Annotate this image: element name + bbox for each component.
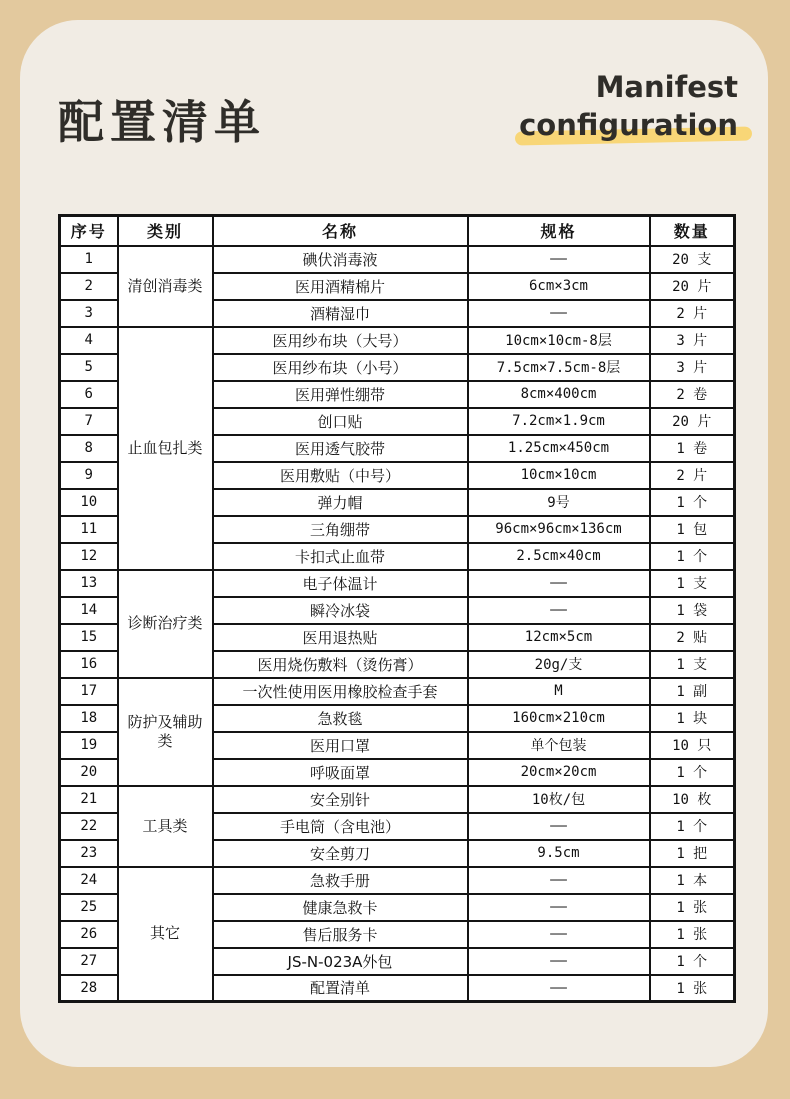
table-row <box>60 867 735 894</box>
cell-name: 手电筒（含电池） <box>213 813 468 840</box>
cell-no: 14 <box>60 597 118 624</box>
cell-name: 急救毯 <box>213 705 468 732</box>
header-cell-qty: 数量 <box>650 216 735 246</box>
cell-no: 13 <box>60 570 118 597</box>
cell-qty: 20 支 <box>650 246 735 273</box>
cell-name: 安全别针 <box>213 786 468 813</box>
english-title <box>519 68 738 144</box>
cell-name: 医用纱布块（小号） <box>213 354 468 381</box>
cell-qty: 1 副 <box>650 678 735 705</box>
cell-name: 酒精湿巾 <box>213 300 468 327</box>
cell-category: 诊断治疗类 <box>118 570 213 678</box>
cell-category: 工具类 <box>118 786 213 867</box>
cell-spec: 8cm×400cm <box>468 381 650 408</box>
cell-spec: 10cm×10cm <box>468 462 650 489</box>
cell-spec: 10cm×10cm-8层 <box>468 327 650 354</box>
cell-qty: 1 卷 <box>650 435 735 462</box>
cell-category: 止血包扎类 <box>118 327 213 570</box>
cell-spec: 1.25cm×450cm <box>468 435 650 462</box>
cell-qty: 1 袋 <box>650 597 735 624</box>
header-cell-spec: 规格 <box>468 216 650 246</box>
cell-no: 21 <box>60 786 118 813</box>
cell-spec: —— <box>468 921 650 948</box>
cell-no: 2 <box>60 273 118 300</box>
cell-spec: 9.5cm <box>468 840 650 867</box>
cell-no: 10 <box>60 489 118 516</box>
cell-name: 医用烧伤敷料（烫伤膏） <box>213 651 468 678</box>
table-row <box>60 678 735 705</box>
cell-name: 创口贴 <box>213 408 468 435</box>
header-cell-no: 序号 <box>60 216 118 246</box>
cell-category: 清创消毒类 <box>118 246 213 327</box>
cell-qty: 1 块 <box>650 705 735 732</box>
cell-qty: 2 卷 <box>650 381 735 408</box>
cell-qty: 10 枚 <box>650 786 735 813</box>
header-cell-category: 类别 <box>118 216 213 246</box>
cell-no: 9 <box>60 462 118 489</box>
cell-qty: 2 片 <box>650 300 735 327</box>
cell-no: 22 <box>60 813 118 840</box>
cell-no: 19 <box>60 732 118 759</box>
cell-no: 27 <box>60 948 118 975</box>
cell-spec: 10枚/包 <box>468 786 650 813</box>
cell-no: 25 <box>60 894 118 921</box>
cell-name: 医用酒精棉片 <box>213 273 468 300</box>
cell-qty: 1 本 <box>650 867 735 894</box>
cell-no: 28 <box>60 975 118 1002</box>
cell-no: 20 <box>60 759 118 786</box>
cell-qty: 1 把 <box>650 840 735 867</box>
cell-category: 其它 <box>118 867 213 1002</box>
cell-name: 医用纱布块（大号） <box>213 327 468 354</box>
cell-name: 三角绷带 <box>213 516 468 543</box>
cell-no: 26 <box>60 921 118 948</box>
manifest-table <box>58 214 736 1003</box>
cell-name: 健康急救卡 <box>213 894 468 921</box>
cell-name: 一次性使用医用橡胶检查手套 <box>213 678 468 705</box>
table-row <box>60 786 735 813</box>
cell-no: 5 <box>60 354 118 381</box>
cell-no: 15 <box>60 624 118 651</box>
page-header <box>58 68 738 152</box>
cell-spec: —— <box>468 867 650 894</box>
table-header-row <box>60 216 735 246</box>
cell-no: 3 <box>60 300 118 327</box>
cell-qty: 20 片 <box>650 273 735 300</box>
cell-no: 7 <box>60 408 118 435</box>
cell-qty: 3 片 <box>650 327 735 354</box>
cell-spec: —— <box>468 948 650 975</box>
cell-spec: M <box>468 678 650 705</box>
table-row <box>60 327 735 354</box>
cell-name: 卡扣式止血带 <box>213 543 468 570</box>
cell-qty: 1 支 <box>650 570 735 597</box>
cell-qty: 1 张 <box>650 894 735 921</box>
cell-spec: 9号 <box>468 489 650 516</box>
table-row <box>60 246 735 273</box>
cell-spec: 单个包装 <box>468 732 650 759</box>
cell-no: 24 <box>60 867 118 894</box>
cell-spec: 160cm×210cm <box>468 705 650 732</box>
cell-spec: —— <box>468 894 650 921</box>
cell-name: 碘伏消毒液 <box>213 246 468 273</box>
cell-name: 医用弹性绷带 <box>213 381 468 408</box>
cell-no: 11 <box>60 516 118 543</box>
cell-name: JS-N-023A外包 <box>213 948 468 975</box>
cell-no: 4 <box>60 327 118 354</box>
cell-qty: 10 只 <box>650 732 735 759</box>
cell-spec: 20g/支 <box>468 651 650 678</box>
cell-spec: 2.5cm×40cm <box>468 543 650 570</box>
cell-spec: —— <box>468 597 650 624</box>
cell-qty: 1 支 <box>650 651 735 678</box>
cell-qty: 1 张 <box>650 921 735 948</box>
cell-name: 医用口罩 <box>213 732 468 759</box>
cell-qty: 1 包 <box>650 516 735 543</box>
cell-spec: —— <box>468 246 650 273</box>
cell-name: 瞬冷冰袋 <box>213 597 468 624</box>
cell-name: 医用敷贴（中号） <box>213 462 468 489</box>
cell-qty: 1 个 <box>650 759 735 786</box>
cell-no: 17 <box>60 678 118 705</box>
cell-qty: 3 片 <box>650 354 735 381</box>
cell-spec: —— <box>468 975 650 1002</box>
header-cell-name: 名称 <box>213 216 468 246</box>
cell-no: 6 <box>60 381 118 408</box>
page-title: 配置清单 <box>58 95 266 149</box>
cell-name: 配置清单 <box>213 975 468 1002</box>
cell-no: 16 <box>60 651 118 678</box>
cell-no: 12 <box>60 543 118 570</box>
english-title-line2: configuration <box>519 106 738 144</box>
english-title-line1: Manifest <box>595 70 738 104</box>
cell-name: 医用退热贴 <box>213 624 468 651</box>
cell-spec: 96cm×96cm×136cm <box>468 516 650 543</box>
cell-name: 急救手册 <box>213 867 468 894</box>
cell-no: 18 <box>60 705 118 732</box>
cell-qty: 2 片 <box>650 462 735 489</box>
cell-qty: 1 个 <box>650 543 735 570</box>
cell-no: 1 <box>60 246 118 273</box>
cell-name: 医用透气胶带 <box>213 435 468 462</box>
table-row <box>60 570 735 597</box>
cell-category: 防护及辅助类 <box>118 678 213 786</box>
cell-qty: 1 张 <box>650 975 735 1002</box>
cell-spec: 12cm×5cm <box>468 624 650 651</box>
cell-name: 电子体温计 <box>213 570 468 597</box>
cell-spec: —— <box>468 570 650 597</box>
cell-spec: —— <box>468 813 650 840</box>
cell-name: 安全剪刀 <box>213 840 468 867</box>
cell-no: 8 <box>60 435 118 462</box>
cell-qty: 1 个 <box>650 813 735 840</box>
cell-qty: 20 片 <box>650 408 735 435</box>
cell-name: 呼吸面罩 <box>213 759 468 786</box>
cell-qty: 1 个 <box>650 489 735 516</box>
cell-spec: 6cm×3cm <box>468 273 650 300</box>
cell-spec: 20cm×20cm <box>468 759 650 786</box>
cell-spec: —— <box>468 300 650 327</box>
cell-qty: 1 个 <box>650 948 735 975</box>
cell-qty: 2 贴 <box>650 624 735 651</box>
cell-name: 售后服务卡 <box>213 921 468 948</box>
cell-spec: 7.2cm×1.9cm <box>468 408 650 435</box>
cell-spec: 7.5cm×7.5cm-8层 <box>468 354 650 381</box>
cell-name: 弹力帽 <box>213 489 468 516</box>
cell-no: 23 <box>60 840 118 867</box>
